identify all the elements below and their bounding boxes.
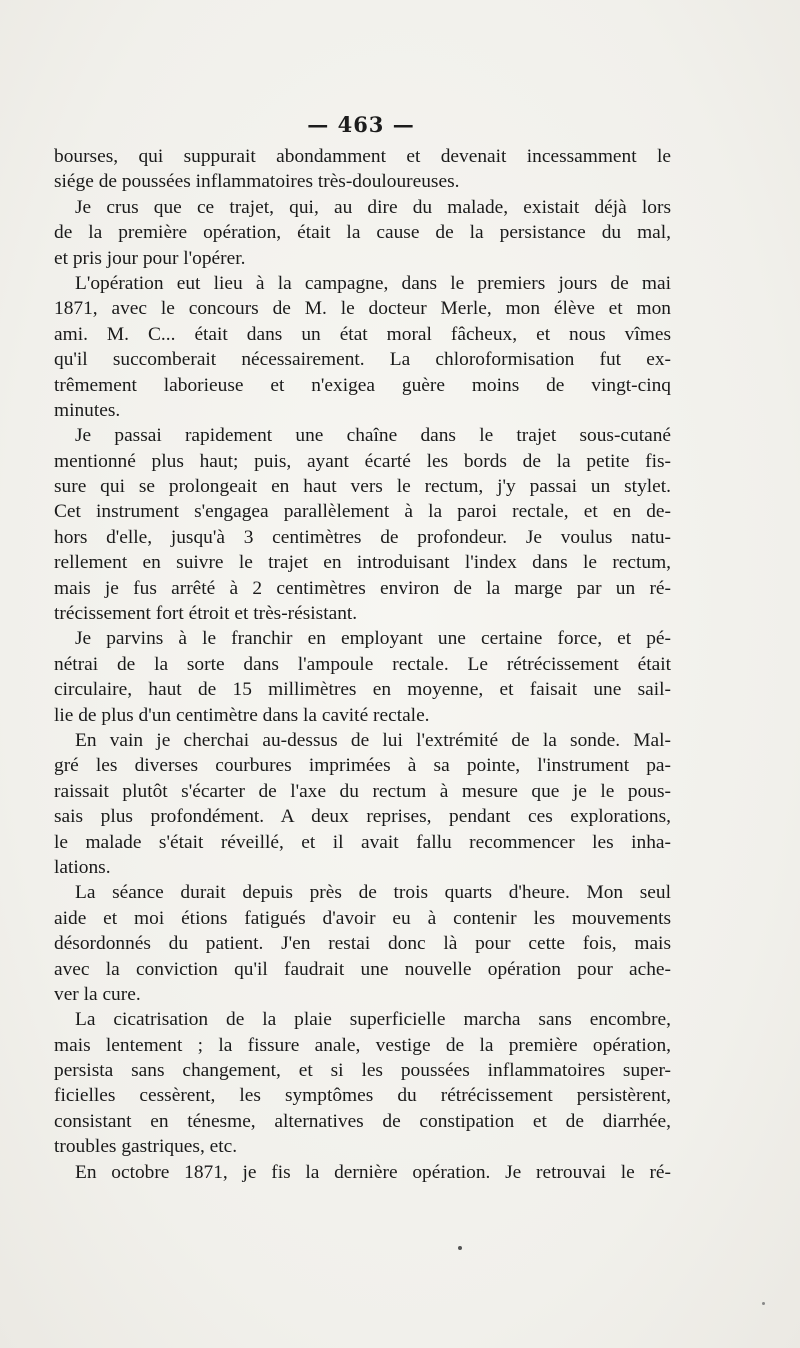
text-line: 1871, avec le concours de M. le docteur Merle, mon élève et mon bbox=[54, 298, 671, 320]
ink-speck bbox=[762, 1302, 765, 1305]
text-line: et pris jour pour l'opérer. bbox=[54, 247, 246, 269]
text-line: avec la conviction qu'il faudrait une nouvelle opération pour ache- bbox=[54, 958, 671, 980]
text-line: trêmement laborieuse et n'exigea guère moins de vingt-cinq bbox=[54, 374, 671, 396]
text-line: En vain je cherchai au-dessus de lui l'extrémité de la sonde. Mal- bbox=[75, 729, 671, 751]
ink-speck bbox=[458, 1246, 462, 1250]
text-line: La cicatrisation de la plaie superficielle marcha sans encombre, bbox=[75, 1009, 671, 1031]
text-line: ami. M. C... était dans un état moral fâcheux, et nous vîmes bbox=[54, 323, 671, 345]
text-line: aide et moi étions fatigués d'avoir eu à contenir les mouvements bbox=[54, 907, 671, 929]
text-line: Je parvins à le franchir en employant une certaine force, et pé- bbox=[75, 628, 671, 650]
text-line: ficielles cessèrent, les symptômes du rétrécissement persistèrent, bbox=[54, 1085, 671, 1107]
text-line: mais lentement ; la fissure anale, vestige de la première opération, bbox=[54, 1034, 671, 1056]
text-line: lie de plus d'un centimètre dans la cavité rectale. bbox=[54, 704, 430, 726]
text-line: persista sans changement, et si les poussées inflammatoires super- bbox=[54, 1060, 671, 1082]
text-line: bourses, qui suppurait abondamment et devenait incessamment le bbox=[54, 146, 671, 167]
text-line: ver la cure. bbox=[54, 983, 141, 1005]
text-line: circulaire, haut de 15 millimètres en moyenne, et faisait une sail- bbox=[54, 679, 671, 701]
text-line: mentionné plus haut; puis, ayant écarté les bords de la petite fis- bbox=[54, 450, 671, 472]
text-line: siége de poussées inflammatoires très-douloureuses. bbox=[54, 171, 460, 193]
text-line: Cet instrument s'engagea parallèlement à la paroi rectale, et en de- bbox=[54, 501, 671, 523]
text-line: lations. bbox=[54, 856, 111, 878]
text-line: qu'il succomberait nécessairement. La chloroformisation fut ex- bbox=[54, 349, 671, 371]
text-line: sure qui se prolongeait en haut vers le rectum, j'y passai un stylet. bbox=[54, 476, 671, 498]
text-line: sais plus profondément. A deux reprises, pendant ces explorations, bbox=[54, 806, 671, 828]
text-line: hors d'elle, jusqu'à 3 centimètres de profondeur. Je voulus natu- bbox=[54, 526, 671, 548]
text-line: de la première opération, était la cause de la persistance du mal, bbox=[54, 222, 671, 244]
text-line: minutes. bbox=[54, 399, 121, 421]
page-number: — 463 — bbox=[307, 112, 415, 137]
body-text bbox=[54, 144, 671, 1185]
text-line: Je passai rapidement une chaîne dans le trajet sous-cutané bbox=[75, 425, 671, 447]
text-line: Je crus que ce trajet, qui, au dire du malade, existait déjà lors bbox=[75, 196, 671, 218]
text-line: gré les diverses courbures imprimées à sa pointe, l'instrument pa- bbox=[54, 755, 671, 777]
text-line: troubles gastriques, etc. bbox=[54, 1136, 238, 1158]
text-line: le malade s'était réveillé, et il avait fallu recommencer les inha- bbox=[54, 831, 671, 853]
text-line: désordonnés du patient. J'en restai donc là pour cette fois, mais bbox=[54, 933, 671, 955]
text-line: L'opération eut lieu à la campagne, dans le premiers jours de mai bbox=[75, 272, 671, 294]
text-line: trécissement fort étroit et très-résistant. bbox=[54, 603, 358, 625]
text-line: En octobre 1871, je fis la dernière opération. Je retrouvai le ré- bbox=[75, 1161, 671, 1183]
text-line: raissait plutôt s'écarter de l'axe du rectum à mesure que je le pous- bbox=[54, 780, 671, 802]
text-line: consistant en ténesme, alternatives de constipation et de diarrhée, bbox=[54, 1110, 671, 1132]
text-line: La séance durait depuis près de trois quarts d'heure. Mon seul bbox=[75, 882, 671, 904]
text-line: rellement en suivre le trajet en introduisant l'index dans le rectum, bbox=[54, 552, 671, 574]
text-line: mais je fus arrêté à 2 centimètres environ de la marge par un ré- bbox=[54, 577, 671, 599]
text-line: nétrai de la sorte dans l'ampoule rectale. Le rétrécissement était bbox=[54, 653, 671, 675]
